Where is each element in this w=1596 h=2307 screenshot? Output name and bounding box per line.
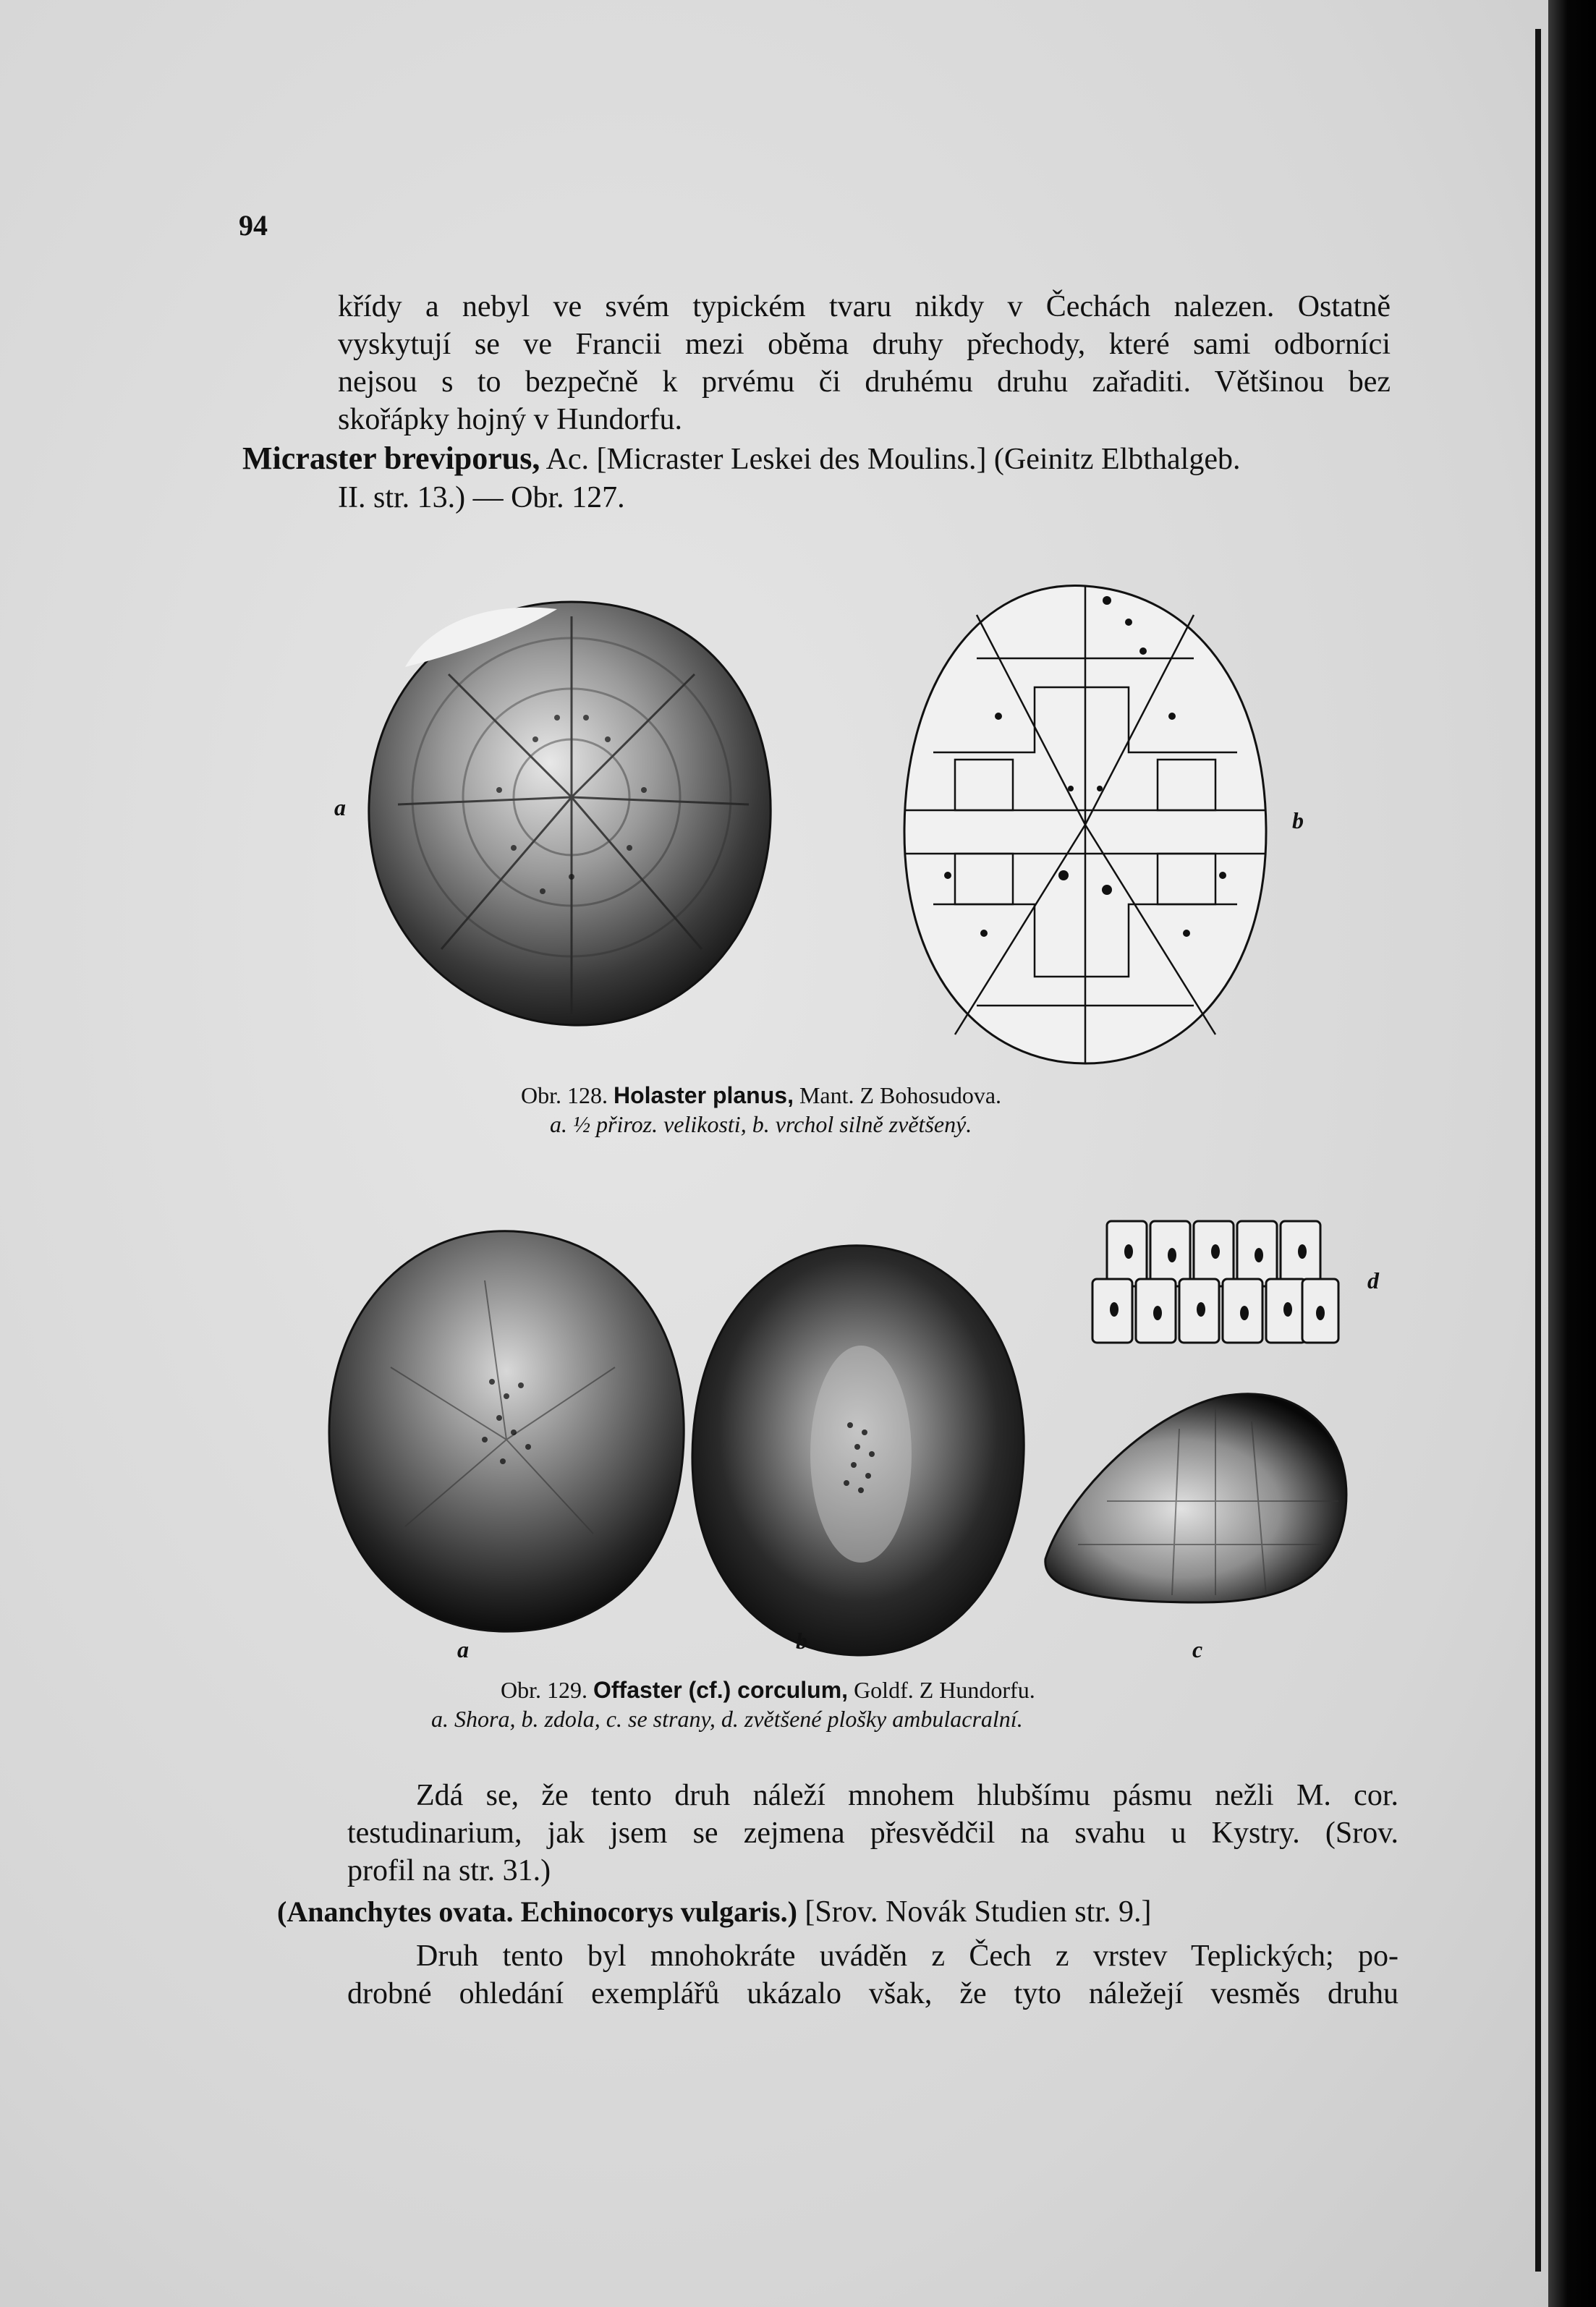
paragraph-line: nejsou s to bezpečně k prvému či druhému druhu zařaditi. Většinou bez (338, 365, 1391, 399)
figure-129-label-c: c (1192, 1636, 1203, 1662)
species-entry (242, 440, 1240, 478)
paragraph-line: Zdá se, že tento druh náleží mnohem hlubšímu pásmu nežli M. cor. (416, 1779, 1398, 1812)
figure-128a-illustration (355, 587, 789, 1043)
figure-128b-illustration (890, 572, 1281, 1078)
figure-128-number: Obr. 128. (521, 1082, 608, 1108)
figure-128-label-a: a (334, 794, 346, 820)
paragraph-line: Druh tento byl mnohokráte uváděn z Čech z vrstev Teplických; po- (416, 1940, 1398, 1973)
species-reference: Ac. [Micraster Leskei des Moulins.] (Geinitz Elbthalgeb. (540, 443, 1241, 476)
ananchytes-entry (277, 1893, 1151, 1931)
figure-128-caption (521, 1082, 1001, 1108)
figure-128-label-b: b (1292, 807, 1304, 833)
figure-128-locality: Mant. Z Bohosudova. (793, 1082, 1002, 1108)
figure-129-label-a: a (457, 1636, 469, 1662)
figure-129-label-d: d (1367, 1267, 1379, 1293)
paragraph-line: křídy a nebyl ve svém typickém tvaru nikdy v Čechách nalezen. Ostatně (338, 290, 1391, 323)
book-spine (1548, 0, 1596, 2307)
figure-128-species: Holaster planus, (614, 1082, 794, 1108)
paragraph-line: testudinarium, jak jsem se zejmena přesvědčil na svahu u Kystry. (Srov. (347, 1817, 1398, 1850)
figure-129-species: Offaster (cf.) corculum, (593, 1677, 849, 1703)
figure-129c-illustration (1035, 1385, 1353, 1613)
figure-129-caption (501, 1677, 1035, 1703)
figure-129b-illustration (684, 1237, 1031, 1664)
figure-129-number: Obr. 129. (501, 1677, 587, 1703)
figure-129d-illustration (1089, 1215, 1342, 1346)
ananchytes-reference: [Srov. Novák Studien str. 9.] (797, 1895, 1152, 1929)
page-edge-shadow (1535, 29, 1541, 2272)
figure-129a-illustration (318, 1223, 695, 1642)
page-number: 94 (239, 209, 268, 242)
figure-129-caption-line2: a. Shora, b. zdola, c. se strany, d. zvětšené plošky ambulacralní. (431, 1706, 1023, 1732)
ananchytes-name: (Ananchytes ovata. Echinocorys vulgaris.) (277, 1895, 797, 1928)
paragraph-line: skořápky hojný v Hundorfu. (338, 403, 682, 436)
paragraph-line: drobné ohledání exemplářů ukázalo však, že tyto náležejí vesměs druhu (347, 1977, 1398, 2010)
species-reference-line2: II. str. 13.) — Obr. 127. (338, 481, 625, 514)
species-name: Micraster breviporus, (242, 441, 540, 476)
figure-128-caption-line2: a. ½ přiroz. velikosti, b. vrchol silně zvětšený. (550, 1111, 972, 1137)
figure-129-locality: Goldf. Z Hundorfu. (848, 1677, 1035, 1703)
paragraph-line: vyskytují se ve Francii mezi oběma druhy přechody, které sami odborníci (338, 328, 1391, 361)
paragraph-line: profil na str. 31.) (347, 1854, 551, 1887)
figure-129-label-b: b (796, 1628, 807, 1654)
